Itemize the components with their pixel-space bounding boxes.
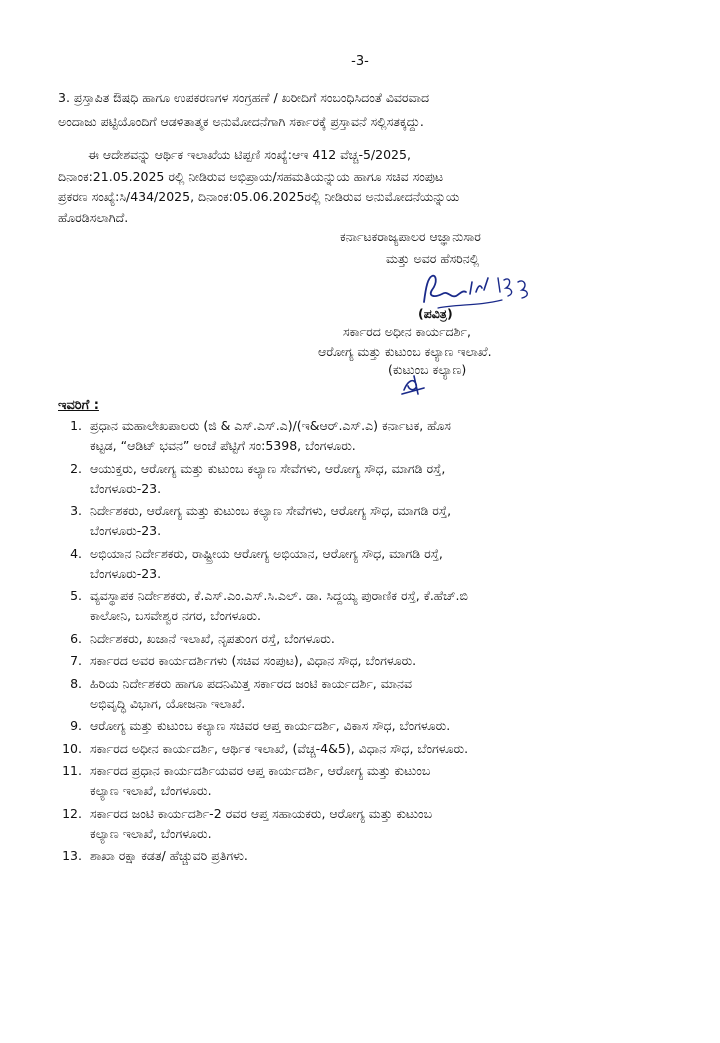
handwritten-initials bbox=[400, 372, 428, 398]
list-text: ಸರ್ಕಾರದ ಅವರ ಕಾರ್ಯದರ್ಶಿಗಳು (ಸಚಿವ ಸಂಪುಟ), ವಿಧಾನ ಸೌಧ, ಬೆಂಗಳೂರು. bbox=[90, 653, 417, 668]
list-number: 11. bbox=[62, 763, 82, 778]
list-number: 8. bbox=[70, 675, 82, 691]
list-text: ಬೆಂಗಳೂರು-23. bbox=[90, 480, 162, 496]
list-text: ಅಭಿವೃದ್ಧಿ ವಿಭಾಗ, ಯೋಜನಾ ಇಲಾಖೆ. bbox=[90, 695, 246, 711]
list-text: ಸರ್ಕಾರದ ಪ್ರಧಾನ ಕಾರ್ಯದರ್ಶಿಯವರ ಆಪ್ತ ಕಾರ್ಯದರ್ಶಿ, ಆರೋಗ್ಯ ಮತ್ತು ಕುಟುಂಬ bbox=[90, 763, 431, 778]
signatory-section: (ಕುಟುಂಬ ಕಲ್ಯಾಣ) bbox=[388, 362, 467, 377]
list-item bbox=[20, 716, 670, 736]
list-text: ನಿರ್ದೇಶಕರು, ಖಜಾನೆ ಇಲಾಖೆ, ನೃಪತುಂಗ ರಸ್ತೆ, ಬೆಂಗಳೂರು. bbox=[90, 630, 335, 646]
paragraph-line: ಪ್ರಕರಣ ಸಂಖ್ಯೆ:ಸಿ/434/2025, ದಿನಾಂಕ:05.06.2025ರಲ್ಲಿ ನೀಡಿರುವ ಅನುಮೋದನೆಯನ್ನುಯ bbox=[58, 189, 460, 204]
paragraph-line: ಅಂದಾಜು ಪಟ್ಟಿಯೊಂದಿಗೆ ಆಡಳಿತಾತ್ಮಕ ಅನುಮೋದನೆಗಾಗಿ ಸರ್ಕಾರಕ್ಕೆ ಪ್ರಸ್ತಾವನೆ ಸಲ್ಲಿಸತಕ್ಕದ್ದು. bbox=[58, 114, 424, 129]
copy-to-heading: ಇವರಿಗೆ : bbox=[58, 398, 99, 413]
paragraph-line: ದಿನಾಂಕ:21.05.2025 ರಲ್ಲಿ ನೀಡಿರುವ ಅಭಿಪ್ರಾಯ/ಸಹಮತಿಯನ್ನುಯ ಹಾಗೂ ಸಚಿವ ಸಂಪುಟ bbox=[58, 169, 444, 184]
signatory-designation: ಸರ್ಕಾರದ ಅಧೀನ ಕಾರ್ಯದರ್ಶಿ, bbox=[343, 324, 471, 339]
list-number: 9. bbox=[70, 718, 82, 733]
paragraph-3 bbox=[58, 86, 658, 134]
list-text: ಆರೋಗ್ಯ ಮತ್ತು ಕುಟುಂಬ ಕಲ್ಯಾಣ ಸಚಿವರ ಆಪ್ತ ಕಾರ್ಯದರ್ಶಿ, ವಿಕಾಸ ಸೌಧ, ಬೆಂಗಳೂರು. bbox=[90, 718, 451, 733]
order-paragraph bbox=[58, 143, 658, 229]
list-text: ಬೆಂಗಳೂರು-23. bbox=[90, 565, 162, 581]
list-number: 2. bbox=[70, 460, 82, 476]
signatory-department: ಆರೋಗ್ಯ ಮತ್ತು ಕುಟುಂಬ ಕಲ್ಯಾಣ ಇಲಾಖೆ. bbox=[318, 344, 492, 359]
list-text: ಆಯುಕ್ತರು, ಆರೋಗ್ಯ ಮತ್ತು ಕುಟುಂಬ ಕಲ್ಯಾಣ ಸೇವೆಗಳು, ಆರೋಗ್ಯ ಸೌಧ, ಮಾಗಡಿ ರಸ್ತೆ, bbox=[90, 460, 446, 476]
paragraph-line: ಹೊರಡಿಸಲಾಗಿದೆ. bbox=[58, 210, 129, 225]
list-number: 3. bbox=[70, 503, 82, 518]
page-number: -3- bbox=[351, 54, 369, 69]
list-item bbox=[20, 739, 670, 759]
list-item bbox=[20, 846, 670, 866]
list-number: 10. bbox=[62, 740, 82, 756]
list-number: 5. bbox=[70, 588, 82, 603]
list-text: ಕಾಲೋನಿ, ಬಸವೇಶ್ವರ ನಗರ, ಬೆಂಗಳೂರು. bbox=[90, 608, 261, 623]
list-text: ಹಿರಿಯ ನಿರ್ದೇಶಕರು ಹಾಗೂ ಪದನಿಮಿತ್ತ ಸರ್ಕಾರದ ಜಂಟಿ ಕಾರ್ಯದರ್ಶಿ, ಮಾನವ bbox=[90, 675, 413, 691]
copy-to-list bbox=[20, 416, 670, 869]
list-item bbox=[20, 761, 670, 801]
list-item bbox=[20, 629, 670, 649]
paragraph-line: 3. ಪ್ರಸ್ತಾಪಿತ ಔಷಧಿ ಹಾಗೂ ಉಪಕರಣಗಳ ಸಂಗ್ರಹಣೆ / ಖರೀದಿಗೆ ಸಂಬಂಧಿಸಿದಂತೆ ವಿವರವಾದ bbox=[58, 90, 430, 105]
list-item bbox=[20, 544, 670, 584]
list-text: ಕಟ್ಟಡ, “ಆಡಿಟ್ ಭವನ” ಅಂಚೆ ಪೆಟ್ಟಿಗೆ ಸಂ:5398, ಬೆಂಗಳೂರು. bbox=[90, 438, 356, 453]
signatory-name: (ಪವಿತ್ರ) bbox=[418, 306, 453, 321]
list-item bbox=[20, 459, 670, 499]
list-item bbox=[20, 674, 670, 714]
list-number: 7. bbox=[70, 653, 82, 668]
governor-order-line: ಕರ್ನಾಟಕರಾಜ್ಯಪಾಲರ ಆಜ್ಞಾನುಸಾರ bbox=[340, 229, 481, 244]
list-text: ಅಭಿಯಾನ ನಿರ್ದೇಶಕರು, ರಾಷ್ಟ್ರೀಯ ಆರೋಗ್ಯ ಅಭಿಯಾನ, ಆರೋಗ್ಯ ಸೌಧ, ಮಾಗಡಿ ರಸ್ತೆ, bbox=[90, 545, 443, 561]
list-item bbox=[20, 416, 670, 456]
list-text: ಸರ್ಕಾರದ ಅಧೀನ ಕಾರ್ಯದರ್ಶಿ, ಆರ್ಥಿಕ ಇಲಾಖೆ, (ವೆಚ್ಚ-4&5), ವಿಧಾನ ಸೌಧ, ಬೆಂಗಳೂರು. bbox=[90, 740, 469, 756]
list-number: 13. bbox=[62, 848, 82, 863]
list-number: 4. bbox=[70, 545, 82, 561]
list-text: ಕಲ್ಯಾಣ ಇಲಾಖೆ, ಬೆಂಗಳೂರು. bbox=[90, 825, 212, 841]
list-text: ಸರ್ಕಾರದ ಜಂಟಿ ಕಾರ್ಯದರ್ಶಿ-2 ರವರ ಆಪ್ತ ಸಹಾಯಕರು, ಆರೋಗ್ಯ ಮತ್ತು ಕುಟುಂಬ bbox=[90, 805, 433, 821]
paragraph-line: ಈ ಆದೇಶವನ್ನು ಆರ್ಥಿಕ ಇಲಾಖೆಯ ಟಿಪ್ಪಣಿ ಸಂಖ್ಯೆ:ಆಇ 412 ವೆಚ್ಚ-5/2025, bbox=[88, 147, 411, 162]
list-item bbox=[20, 586, 670, 626]
list-text: ಶಾಖಾ ರಕ್ಷಾ ಕಡತ/ ಹೆಚ್ಚುವರಿ ಪ್ರತಿಗಳು. bbox=[90, 848, 248, 863]
list-text: ಪ್ರಧಾನ ಮಹಾಲೇಖಪಾಲರು (ಜಿ & ಎಸ್.ಎಸ್.ಎ)/(ಇ&ಆರ್.ಎಸ್.ಎ) ಕರ್ನಾಟಕ, ಹೊಸ bbox=[90, 418, 451, 433]
list-item bbox=[20, 651, 670, 671]
list-text: ಬೆಂಗಳೂರು-23. bbox=[90, 523, 162, 538]
list-number: 12. bbox=[62, 805, 82, 821]
list-item bbox=[20, 804, 670, 844]
list-text: ನಿರ್ದೇಶಕರು, ಆರೋಗ್ಯ ಮತ್ತು ಕುಟುಂಬ ಕಲ್ಯಾಣ ಸೇವೆಗಳು, ಆರೋಗ್ಯ ಸೌಧ, ಮಾಗಡಿ ರಸ್ತೆ, bbox=[90, 503, 452, 518]
list-item bbox=[20, 501, 670, 541]
list-text: ವ್ಯವಸ್ಥಾಪಕ ನಿರ್ದೇಶಕರು, ಕೆ.ಎಸ್.ಎಂ.ಎಸ್.ಸಿ.ಎಲ್. ಡಾ. ಸಿದ್ದಯ್ಯ ಪುರಾಣಿಕ ರಸ್ತೆ, ಕೆ.ಹೆಚ್.ಬಿ bbox=[90, 588, 468, 603]
list-text: ಕಲ್ಯಾಣ ಇಲಾಖೆ, ಬೆಂಗಳೂರು. bbox=[90, 783, 212, 798]
on-behalf-line: ಮತ್ತು ಅವರ ಹೆಸರಿನಲ್ಲಿ bbox=[386, 251, 480, 266]
list-number: 6. bbox=[70, 630, 82, 646]
list-number: 1. bbox=[70, 418, 82, 433]
